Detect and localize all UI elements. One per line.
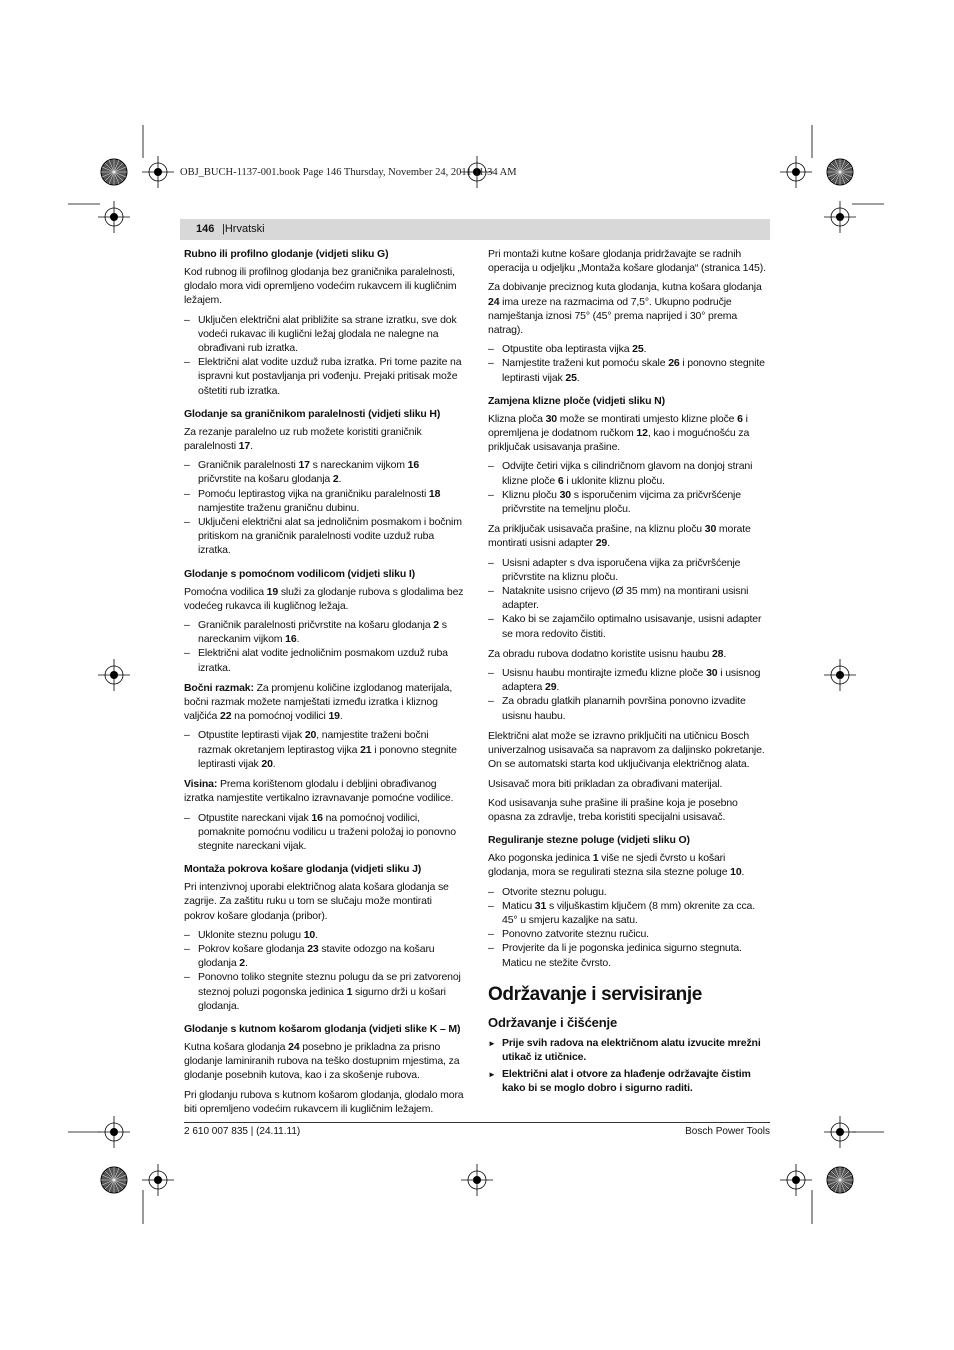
list-item: – Namjestite traženi kut pomoću skale 26 i ponovno stegnite leptirasti vijak 25. <box>488 356 768 384</box>
step-list <box>184 618 464 675</box>
bold-ref: 10 <box>303 928 316 941</box>
paragraph: Električni alat može se izravno priključiti na utičnicu Bosch univerzalnog usisavača sa napravom za daljinsko pokretanje. On se automatski starta kod uključivanja električnog alata. <box>488 729 765 771</box>
list-item: – Uključen električni alat približite sa strane izratku, sve dok vodeći rukavac ili kuglični ležaj glodala ne nalegne na obrađivani rub izratka. <box>184 313 464 356</box>
paragraph: Pomoćna vodilica 19 služi za glodanje rubova s glodalima bez vodećeg rukavca ili kugličnog ležaja. <box>184 585 464 612</box>
step-list <box>184 928 464 1013</box>
section-heading: Rubno ili profilno glodanje (vidjeti sliku G) <box>184 248 389 260</box>
bold-ref: 16 <box>285 633 297 646</box>
paragraph: Za dobivanje preciznog kuta glodanja, kutna košara glodanja 24 ima ureze na razmacima od 7,5°. Ukupno područje namještanja iznosi 75° (45° prema naprijed i 30° prema natrag). <box>488 281 762 337</box>
paragraph: Ako pogonska jedinica 1 više ne sjedi čvrsto u košari glodanja, mora se regulirati stezna sila stezne poluge 10. <box>488 852 745 879</box>
list-item: – Graničnik paralelnosti 17 s nareckanim vijkom 16 pričvrstite na košaru glodanja 2. <box>184 458 464 486</box>
list-item: ► Električni alat i otvore za hlađenje održavajte čistim kako bi se moglo dobro i sigurno raditi. <box>488 1067 768 1095</box>
bold-ref: Visina: <box>184 778 218 791</box>
subsection-heading: Održavanje i čišćenje <box>488 1014 618 1030</box>
bold-ref: 17 <box>238 440 251 453</box>
step-list <box>184 313 464 398</box>
list-item: – Usisni adapter s dva isporučena vijka za pričvršćenje pričvrstite na kliznu ploču. <box>488 556 768 584</box>
list-item: – Uključeni električni alat sa jednoličnim posmakom i bočnim pritiskom na graničnik paralelnosti vodite uzduž ruba izratka. <box>184 515 464 558</box>
section-heading: Zamjena klizne ploče (vidjeti sliku N) <box>488 394 665 407</box>
footer-doc-number: 2 610 007 835 | (24.11.11) <box>184 1126 301 1137</box>
list-item: – Pokrov košare glodanja 23 stavite odozgo na košaru glodanja 2. <box>184 942 464 970</box>
bold-ref: 19 <box>266 585 279 598</box>
list-item: – Ponovno toliko stegnite steznu polugu da se pri zatvorenoj steznoj poluzi pogonska jedinica 1 sigurno drži u košari glodanja. <box>184 970 464 1013</box>
bold-ref: 12 <box>636 427 648 440</box>
footer-rule <box>184 1122 770 1123</box>
list-item: – Ponovno zatvorite steznu ručicu. <box>488 927 768 941</box>
list-item: – Graničnik paralelnosti pričvrstite na košaru glodanja 2 s nareckanim vijkom 16. <box>184 618 464 646</box>
bold-ref: 20 <box>304 729 317 742</box>
section-heading: Glodanje s pomoćnom vodilicom (vidjeti sliku I) <box>184 567 415 580</box>
bold-ref: 29 <box>595 537 608 550</box>
bold-ref: 26 <box>668 357 680 370</box>
warning-list <box>488 1036 768 1096</box>
bold-ref: 1 <box>346 985 353 998</box>
paragraph: Za rezanje paralelno uz rub možete koristiti graničnik paralelnosti 17. <box>184 425 422 453</box>
step-list <box>184 728 464 771</box>
list-item: – Odvijte četiri vijka s cilindričnom glavom na donjoj strani klizne ploče 6 i uklonite kliznu ploču. <box>488 459 768 487</box>
bold-ref: 30 <box>559 488 571 501</box>
list-item: – Maticu 31 s viljuškastim ključem (8 mm) okrenite za cca. 45° u smjeru kazaljke na satu. <box>488 899 768 927</box>
bold-ref: 25 <box>565 371 577 384</box>
paragraph: Za obradu rubova dodatno koristite usisnu haubu 28. <box>488 647 727 660</box>
bold-ref: 28 <box>711 647 724 660</box>
list-item: – Kako bi se zajamčilo optimalno usisavanje, usisni adapter se mora redovito čistiti. <box>488 612 768 640</box>
bold-ref: 17 <box>298 459 310 472</box>
bold-ref: 24 <box>488 295 500 308</box>
header-language: |Hrvatski <box>222 223 265 235</box>
list-item: – Nataknite usisno crijevo (Ø 35 mm) na montirani usisni adapter. <box>488 584 768 612</box>
section-heading: Glodanje sa graničnikom paralelnosti (vidjeti sliku H) <box>184 407 441 420</box>
bold-ref: 30 <box>706 667 718 680</box>
list-item: – Za obradu glatkih planarnih površina ponovno izvadite usisnu haubu. <box>488 694 768 722</box>
section-heading: Glodanje s kutnom košarom glodanja (vidjeti slike K – M) <box>184 1022 461 1035</box>
list-item: – Kliznu ploču 30 s isporučenim vijcima za pričvršćenje pričvrstite na temeljnu ploču. <box>488 488 768 516</box>
bold-ref: 2 <box>332 473 339 486</box>
left-column <box>184 247 464 1121</box>
paragraph: Za priključak usisavača prašine, na kliznu ploču 30 morate montirati usisni adapter 29. <box>488 523 751 550</box>
paragraph: Kutna košara glodanja 24 posebno je prikladna za prisno glodanje laminiranih rubova na teško dostupnim mjestima, za glodanje posebnih kutova, kao i za skošenje rubova. <box>184 1040 460 1082</box>
paragraph: Visina: Prema korištenom glodalu i debljini obrađivanog izratka namjestite vertikalno izravnavanje pomoćne vodilice. <box>184 778 454 805</box>
bold-ref: 2 <box>239 957 245 970</box>
paragraph: Kod usisavanja suhe prašine ili prašine koja je posebno opasna za zdravlje, treba koristiti specijalni usisavač. <box>488 796 738 823</box>
list-item: – Električni alat vodite uzduž ruba izratka. Pri tome pazite na ispravni kut postavljanja pri vođenju. Prejaki pritisak može oštetiti rub izratka. <box>184 355 464 398</box>
step-list <box>488 666 768 723</box>
bold-ref: Bočni razmak: <box>184 681 254 694</box>
page-header <box>180 219 770 240</box>
list-item: – Otpustite oba leptirasta vijka 25. <box>488 342 768 356</box>
bold-ref: 6 <box>737 412 743 425</box>
step-list <box>488 459 768 516</box>
page-number: 146 <box>196 223 215 235</box>
list-item: – Otpustite nareckani vijak 16 na pomoćnoj vodilici, pomaknite pomoćnu vodilicu u traženi položaj io ponovno stegnite nareckani vijak. <box>184 811 464 854</box>
bold-ref: 20 <box>261 757 273 770</box>
paragraph: Pri glodanju rubova s kutnom košarom glodanja, glodalo mora biti opremljeno vodećim rukavcem ili kugličnim ležajem. <box>184 1088 464 1115</box>
bold-ref: 1 <box>592 852 599 865</box>
step-list <box>488 885 768 970</box>
chapter-heading: Održavanje i servisiranje <box>488 983 702 1005</box>
step-list <box>184 811 464 854</box>
paragraph: Pri intenzivnoj uporabi električnog alata košara glodanja se zagrije. Za zaštitu ruku u tom se slučaju može montirati pokrov košare glodanja (pribor). <box>184 881 449 922</box>
bold-ref: 16 <box>407 459 420 472</box>
list-item: – Otvorite steznu polugu. <box>488 885 768 899</box>
bold-ref: 10 <box>730 866 742 879</box>
list-item: – Usisnu haubu montirajte između klizne ploče 30 i usisnog adaptera 29. <box>488 666 768 694</box>
footer-brand: Bosch Power Tools <box>685 1126 770 1137</box>
bold-ref: 21 <box>360 743 372 756</box>
list-item: – Otpustite leptirasti vijak 20, namjestite traženi bočni razmak okretanjem leptirastog vijka 21 i ponovno stegnite leptirasti vijak 20. <box>184 728 464 771</box>
bold-ref: 2 <box>433 619 439 632</box>
section-heading: Reguliranje stezne poluge (vidjeti sliku O) <box>488 834 690 847</box>
list-item: – Električni alat vodite jednoličnim posmakom uzduž ruba izratka. <box>184 646 464 674</box>
section-heading: Montaža pokrova košare glodanja (vidjeti sliku J) <box>184 863 422 876</box>
bold-ref: 31 <box>534 899 547 912</box>
bold-ref: 25 <box>632 343 644 356</box>
bold-ref: 16 <box>311 811 323 824</box>
paragraph: Klizna ploča 30 može se montirati umjesto klizne ploče 6 i opremljena je dodatnom ručkom 12, kao i mogućnošću za priključak usisavanja prašine. <box>488 412 750 454</box>
paragraph: Usisavač mora biti prikladan za obrađivani materijal. <box>488 777 723 790</box>
bold-ref: 30 <box>704 523 717 536</box>
bold-ref: 19 <box>328 710 340 723</box>
language-label: Hrvatski <box>224 223 265 235</box>
step-list <box>488 556 768 641</box>
bold-ref: 22 <box>220 710 232 723</box>
print-info-line: OBJ_BUCH-1137-001.book Page 146 Thursday, November 24, 2011 11:34 AM <box>180 167 517 178</box>
step-list <box>488 342 768 385</box>
list-item: – Uklonite steznu polugu 10. <box>184 928 464 942</box>
list-item: – Pomoću leptirastog vijka na graničniku paralelnosti 18 namjestite traženu graničnu dubinu. <box>184 487 464 515</box>
bold-ref: 23 <box>307 942 319 955</box>
paragraph: Kod rubnog ili profilnog glodanja bez graničnika paralelnosti, glodalo mora vidi opremljeno vodećim rukavcem ili kugličnim ležajem. <box>184 266 457 307</box>
paragraph: Bočni razmak: Za promjenu količine izglodanog materijala, bočni razmak možete namještati između izratka i kliznog valjčića 22 na pomoćnoj vodilici 19. <box>184 681 453 723</box>
list-item: ► Prije svih radova na električnom alatu izvucite mrežni utikač iz utičnice. <box>488 1036 768 1064</box>
bold-ref: 29 <box>545 681 557 694</box>
bold-ref: 24 <box>288 1040 300 1053</box>
bold-ref: 18 <box>428 487 441 500</box>
right-column <box>488 247 768 1102</box>
paragraph: Pri montaži kutne košare glodanja pridržavajte se radnih operacija u odjeljku „Montaža košare glodanja“ (stranica 145). <box>488 248 766 275</box>
bold-ref: 30 <box>545 412 557 425</box>
step-list <box>184 458 464 557</box>
bold-ref: 6 <box>557 474 564 487</box>
list-item: – Provjerite da li je pogonska jedinica sigurno stegnuta. Maticu ne stežite čvrsto. <box>488 941 768 969</box>
